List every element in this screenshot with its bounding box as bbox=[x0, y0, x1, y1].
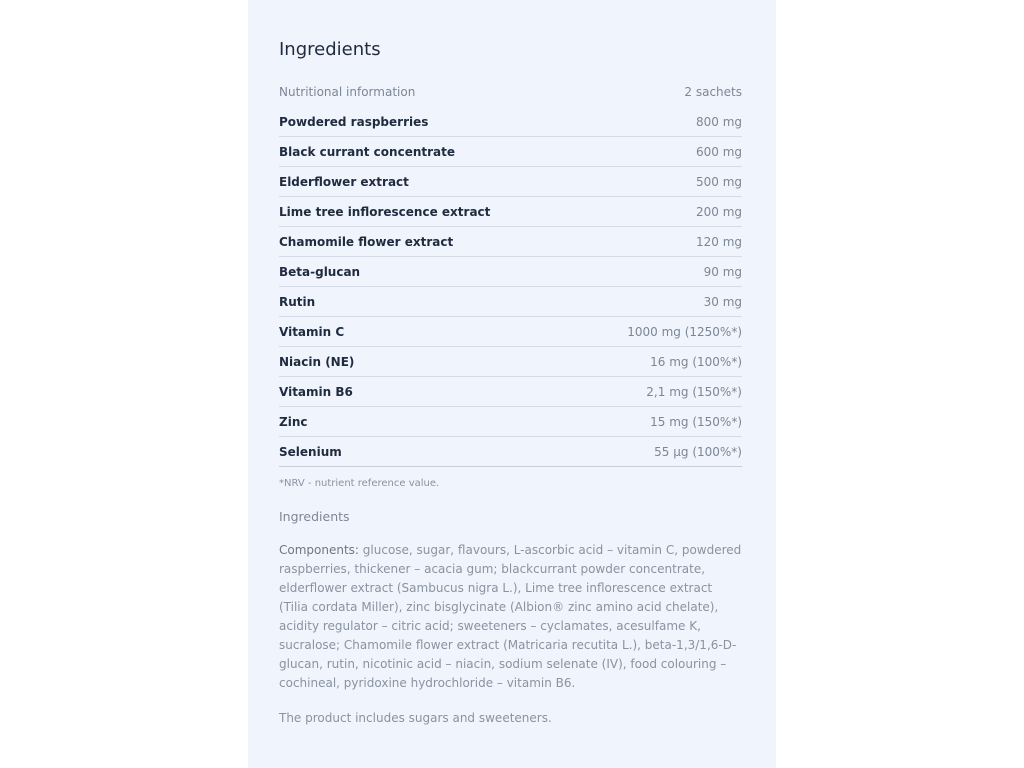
header-value: 2 sachets bbox=[684, 85, 742, 99]
row-name: Elderflower extract bbox=[279, 174, 409, 189]
row-value: 2,1 mg (150%*) bbox=[646, 384, 742, 399]
row-name: Beta-glucan bbox=[279, 264, 361, 279]
table-header-row bbox=[279, 82, 742, 107]
row-value: 200 mg bbox=[695, 204, 742, 219]
table-row bbox=[279, 347, 742, 377]
row-value: 16 mg (100%*) bbox=[650, 354, 742, 369]
row-name: Rutin bbox=[279, 294, 316, 309]
table-row bbox=[279, 257, 742, 287]
components-lead: Components: bbox=[279, 543, 359, 557]
table-rows bbox=[279, 107, 742, 467]
table-row bbox=[279, 107, 742, 137]
row-name: Vitamin C bbox=[279, 324, 345, 339]
table-row bbox=[279, 437, 742, 467]
table-row bbox=[279, 167, 742, 197]
row-value: 90 mg bbox=[703, 264, 742, 279]
row-value: 600 mg bbox=[695, 144, 742, 159]
row-value: 15 mg (150%*) bbox=[650, 414, 742, 429]
section-title: Ingredients bbox=[279, 39, 381, 60]
row-name: Chamomile flower extract bbox=[279, 234, 454, 249]
ingredients-content bbox=[279, 38, 742, 726]
row-name: Selenium bbox=[279, 444, 342, 459]
ingredients-panel bbox=[248, 0, 776, 768]
nutrition-table bbox=[279, 82, 742, 467]
components-paragraph bbox=[279, 541, 742, 693]
row-value: 30 mg bbox=[703, 294, 742, 309]
table-row bbox=[279, 287, 742, 317]
table-row bbox=[279, 377, 742, 407]
header-name: Nutritional information bbox=[279, 85, 416, 99]
table-row bbox=[279, 317, 742, 347]
row-name: Zinc bbox=[279, 414, 308, 429]
row-value: 1000 mg (1250%*) bbox=[627, 324, 742, 339]
row-value: 500 mg bbox=[695, 174, 742, 189]
table-row bbox=[279, 227, 742, 257]
row-name: Vitamin B6 bbox=[279, 384, 353, 399]
sugar-notice: The product includes sugars and sweeteners. bbox=[279, 711, 552, 725]
row-name: Powdered raspberries bbox=[279, 114, 429, 129]
row-value: 120 mg bbox=[695, 234, 742, 249]
row-name: Black currant concentrate bbox=[279, 144, 455, 159]
nrv-footnote: *NRV - nutrient reference value. bbox=[279, 478, 440, 489]
table-row bbox=[279, 137, 742, 167]
ingredients-label: Ingredients bbox=[279, 509, 350, 524]
row-name: Lime tree inflorescence extract bbox=[279, 204, 491, 219]
row-name: Niacin (NE) bbox=[279, 354, 355, 369]
components-text: glucose, sugar, flavours, L-ascorbic acid – vitamin C, powdered raspberries, thickener – acacia gum; blackcurrant powder concentrate, elderflower extract (Sambucus nigra L.), Lime tree inflorescence extract (Tilia cordata Miller), zinc bisglycinate (Albion® zinc amino acid chelate), acidity regulator – citric acid; sweeteners – cyclamates, acesulfame K, sucralose; Chamomile flower extract (Matricaria recutita L.), beta-1,3/1,6-D-glucan, rutin, nicotinic acid – niacin, sodium selenate (IV), food colouring – cochineal, pyridoxine hydrochloride – vitamin B6. bbox=[279, 543, 742, 690]
row-value: 800 mg bbox=[695, 114, 742, 129]
table-row bbox=[279, 407, 742, 437]
row-value: 55 µg (100%*) bbox=[654, 444, 742, 459]
table-row bbox=[279, 197, 742, 227]
